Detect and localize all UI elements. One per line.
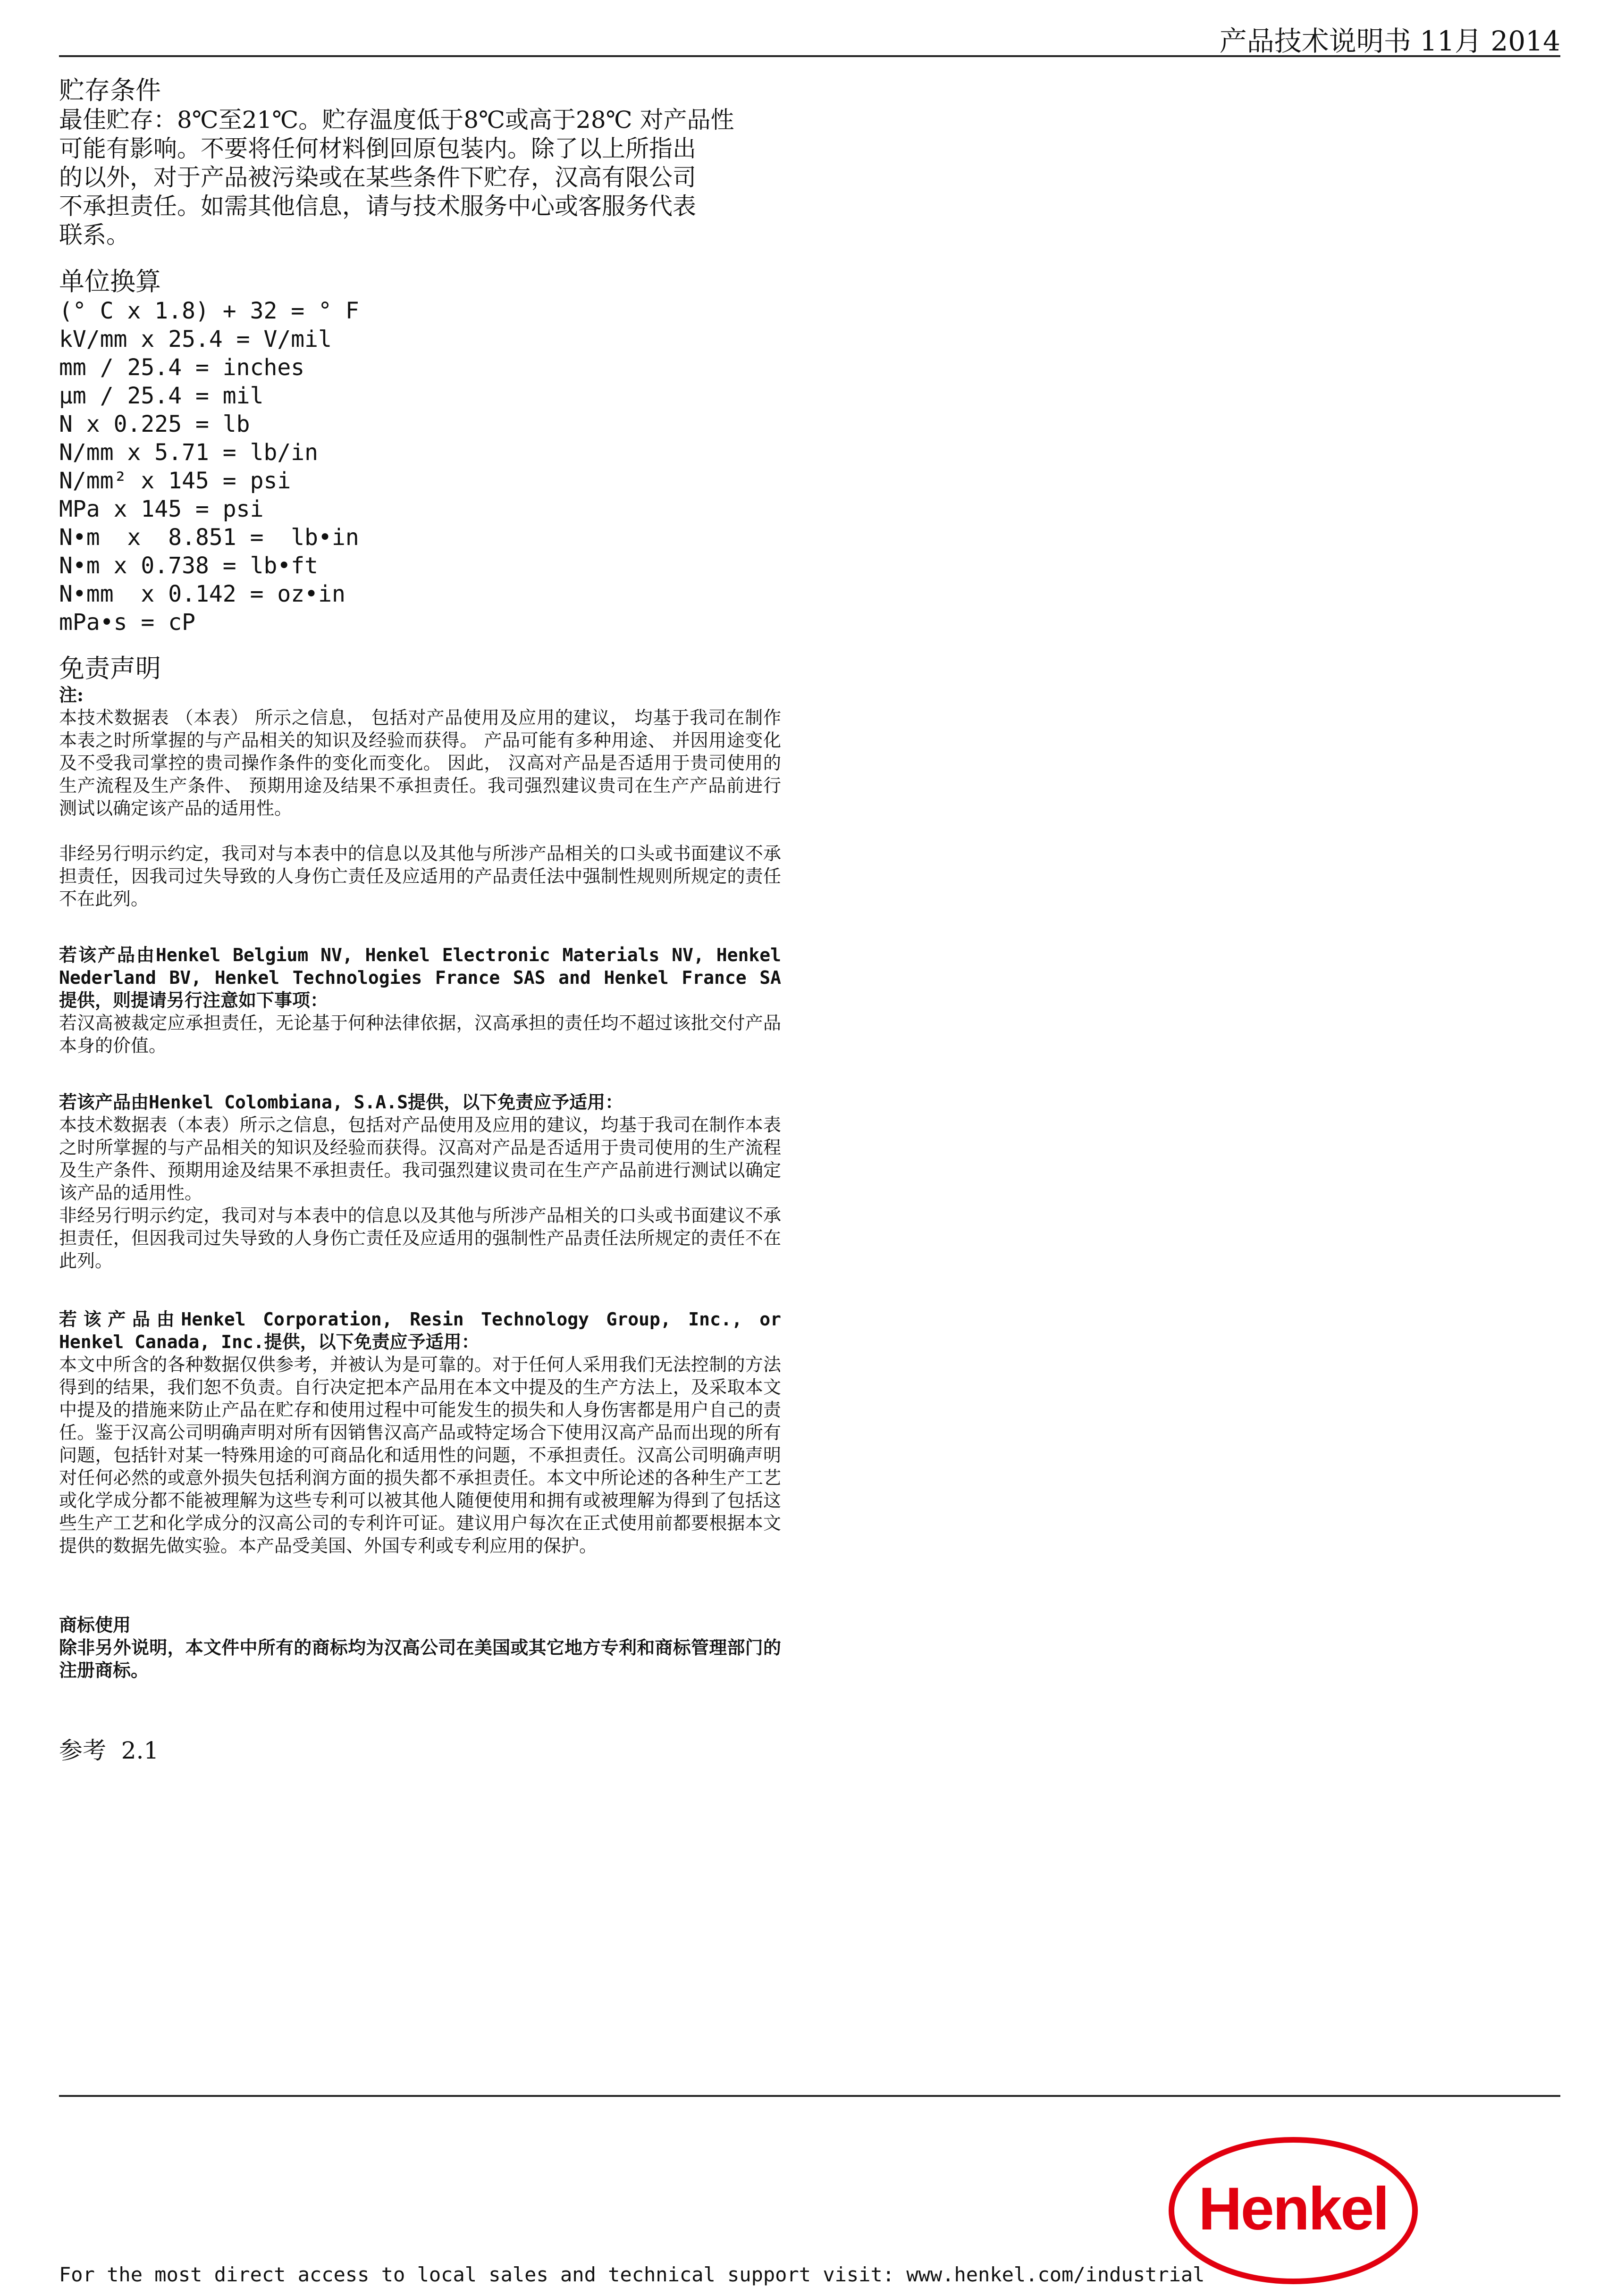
units-title: 单位换算	[59, 267, 161, 296]
disclaimer-subhead: 若该产品由Henkel Corporation, Resin Technology Group, Inc., or Henkel Canada, Inc.提供，以下免责应予适用：	[59, 1309, 781, 1352]
conversion-line: N•m x 8.851 = lb•in	[59, 524, 359, 551]
reference-text: 参考 2.1	[59, 1737, 159, 1764]
storage-line: 不承担责任。如需其他信息，请与技术服务中心或客服务代表	[59, 193, 696, 220]
logo-wordmark: Henkel	[1198, 2175, 1388, 2243]
conversion-line: µm / 25.4 = mil	[59, 383, 264, 409]
disclaimer-paragraph: 非经另行明示约定，我司对与本表中的信息以及其他与所涉产品相关的口头或书面建议不承担责任，因我司过失导致的人身伤亡责任及应适用的产品责任法中强制性规则所规定的责任不在此列。	[59, 843, 781, 909]
disclaimer-section	[59, 654, 781, 910]
disclaimer-paragraph: 非经另行明示约定，我司对与本表中的信息以及其他与所涉产品相关的口头或书面建议不承担责任，但因我司过失导致的人身伤亡责任及应适用的强制性产品责任法所规定的责任不在此列。	[59, 1205, 781, 1271]
storage-line: 最佳贮存：8℃至21℃。贮存温度低于8℃或高于28℃ 对产品性	[59, 106, 734, 134]
units-section	[59, 267, 781, 637]
footer-url-text: For the most direct access to local sales and technical support visit: www.henkel.com/industrial	[59, 2263, 1205, 2286]
note-label: 注:	[59, 684, 84, 705]
disclaimer-belgium	[59, 944, 781, 1057]
conversion-line: N•mm x 0.142 = oz•in	[59, 581, 345, 607]
header-title: 产品技术说明书 11月 2014	[1219, 25, 1560, 57]
conversion-line: MPa x 145 = psi	[59, 496, 264, 522]
conversion-line: mPa•s = cP	[59, 609, 195, 636]
storage-line: 的以外，对于产品被污染或在某些条件下贮存，汉高有限公司	[59, 164, 696, 191]
disclaimer-paragraph: 本技术数据表 （本表） 所示之信息， 包括对产品使用及应用的建议， 均基于我司在制作本表之时所掌握的与产品相关的知识及经验而获得。 产品可能有多种用途、 并因用途变化及不受我司掌控的贵司操作条件的变化而变化。 因此， 汉高对产品是否适用于贵司使用的生产流程及生产条件、 预期用途及结果不承担责任。我司强烈建议贵司在生产产品前进行测试以确定该产品的适用性。	[59, 707, 781, 819]
trademark-section	[59, 1614, 781, 1682]
conversion-line: kV/mm x 25.4 = V/mil	[59, 326, 332, 352]
disclaimer-subhead: 若该产品由Henkel Colombiana, S.A.S提供，以下免责应予适用：	[59, 1092, 623, 1113]
conversion-line: mm / 25.4 = inches	[59, 354, 305, 381]
disclaimer-colombia	[59, 1091, 781, 1272]
disclaimer-corporation	[59, 1308, 781, 1557]
trademark-title: 商标使用	[59, 1614, 131, 1635]
disclaimer-paragraph: 若汉高被裁定应承担责任，无论基于何种法律依据，汉高承担的责任均不超过该批交付产品本身的价值。	[59, 1013, 781, 1056]
footer-rule	[59, 2095, 1560, 2097]
conversion-line: N x 0.225 = lb	[59, 411, 250, 437]
storage-line: 可能有影响。不要将任何材料倒回原包装内。除了以上所指出	[59, 135, 696, 162]
trademark-body: 除非另外说明，本文件中所有的商标均为汉高公司在美国或其它地方专利和商标管理部门的注册商标。	[59, 1637, 781, 1681]
reference-section	[59, 1736, 781, 1765]
conversion-line: N•m x 0.738 = lb•ft	[59, 553, 319, 579]
disclaimer-paragraph: 本文中所含的各种数据仅供参考，并被认为是可靠的。对于任何人采用我们无法控制的方法得到的结果，我们恕不负责。自行决定把本产品用在本文中提及的生产方法上，及采取本文中提及的措施来防止产品在贮存和使用过程中可能发生的损失和人身伤害都是用户自己的责任。鉴于汉高公司明确声明对所有因销售汉高产品或特定场合下使用汉高产品而出现的所有问题，包括针对某一特殊用途的可商品化和适用性的问题，不承担责任。汉高公司明确声明对任何必然的或意外损失包括利润方面的损失都不承担责任。本文中所论述的各种生产工艺或化学成分都不能被理解为这些专利可以被其他人随便使用和拥有或被理解为得到了包括这些生产工艺和化学成分的汉高公司的专利许可证。建议用户每次在正式使用前都要根据本文提供的数据先做实验。本产品受美国、外国专利或专利应用的保护。	[59, 1354, 781, 1556]
disclaimer-title: 免责声明	[59, 654, 161, 683]
conversion-line: N/mm² x 145 = psi	[59, 468, 291, 494]
conversion-line: (° C x 1.8) + 32 = ° F	[59, 298, 359, 324]
conversion-line: N/mm x 5.71 = lb/in	[59, 439, 319, 466]
disclaimer-subhead: 若该产品由Henkel Belgium NV, Henkel Electronic Materials NV, Henkel Nederland BV, Henkel Technologies France SAS and Henkel France SA 提供，则提请另行注意如下事项：	[59, 945, 781, 1011]
storage-section	[59, 75, 781, 250]
storage-line: 联系。	[59, 221, 130, 249]
disclaimer-paragraph: 本技术数据表（本表）所示之信息，包括对产品使用及应用的建议，均基于我司在制作本表之时所掌握的与产品相关的知识及经验而获得。汉高对产品是否适用于贵司使用的生产流程及生产条件、预期用途及结果不承担责任。我司强烈建议贵司在生产产品前进行测试以确定该产品的适用性。	[59, 1114, 781, 1203]
header-rule	[59, 55, 1560, 57]
storage-title: 贮存条件	[59, 75, 161, 105]
